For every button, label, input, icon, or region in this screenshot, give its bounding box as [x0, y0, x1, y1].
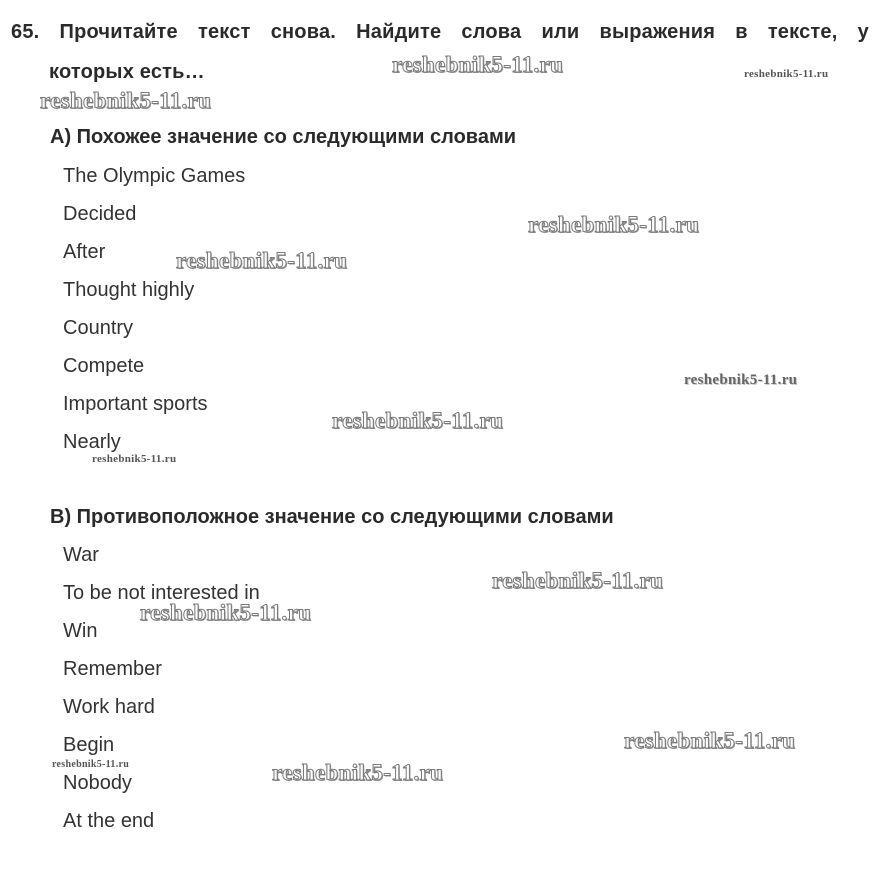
list-item: After — [63, 241, 106, 263]
list-item: Begin — [63, 734, 115, 756]
section-a-heading: А) Похожее значение со следующими словами — [50, 126, 517, 148]
instruction-word: у — [857, 21, 869, 43]
list-item: Remember — [63, 658, 162, 680]
watermark: reshebnik5-11.ru — [332, 408, 504, 433]
list-item: Nearly — [63, 431, 121, 453]
watermark: reshebnik5-11.ru — [684, 372, 798, 388]
watermark: reshebnik5-11.ru — [624, 728, 796, 753]
watermark: reshebnik5-11.ru — [92, 453, 177, 465]
watermark: reshebnik5-11.ru — [52, 759, 130, 770]
list-item: Work hard — [63, 696, 155, 718]
task-number: 65. — [11, 21, 40, 43]
list-item: Thought highly — [63, 279, 195, 301]
instruction-word: Прочитайте — [59, 21, 178, 43]
list-item: Important sports — [63, 393, 208, 415]
list-item: War — [63, 544, 99, 566]
instruction-word: Найдите — [356, 21, 442, 43]
instruction-word: в — [735, 21, 748, 43]
list-item: Nobody — [63, 772, 132, 794]
list-item: At the end — [63, 810, 155, 832]
task-instruction-line-1 — [11, 12, 869, 52]
instruction-word: тексте, — [767, 21, 838, 43]
task-instruction-line-2: которых есть… — [49, 61, 205, 83]
instruction-word: или — [541, 21, 580, 43]
instruction-word: снова. — [270, 21, 337, 43]
instruction-word: слова — [461, 21, 522, 43]
list-item: The Olympic Games — [63, 165, 246, 187]
instruction-word: текст — [197, 21, 251, 43]
instruction-word: выражения — [599, 21, 716, 43]
watermark: reshebnik5-11.ru — [528, 212, 700, 237]
list-item: Compete — [63, 355, 145, 377]
watermark: reshebnik5-11.ru — [272, 760, 444, 785]
section-a-word-list — [63, 164, 245, 468]
section-b-heading: B) Противоположное значение со следующими словами — [50, 506, 614, 528]
list-item: Decided — [63, 203, 137, 225]
watermark: reshebnik5-11.ru — [744, 68, 829, 80]
watermark: reshebnik5-11.ru — [176, 248, 348, 273]
watermark: reshebnik5-11.ru — [40, 88, 212, 113]
watermark: reshebnik5-11.ru — [392, 52, 564, 77]
watermark: reshebnik5-11.ru — [492, 568, 664, 593]
list-item: To be not interested in — [63, 582, 260, 604]
section-b-word-list — [63, 543, 260, 847]
watermark: reshebnik5-11.ru — [140, 600, 312, 625]
list-item: Country — [63, 317, 134, 339]
list-item: Win — [63, 620, 98, 642]
